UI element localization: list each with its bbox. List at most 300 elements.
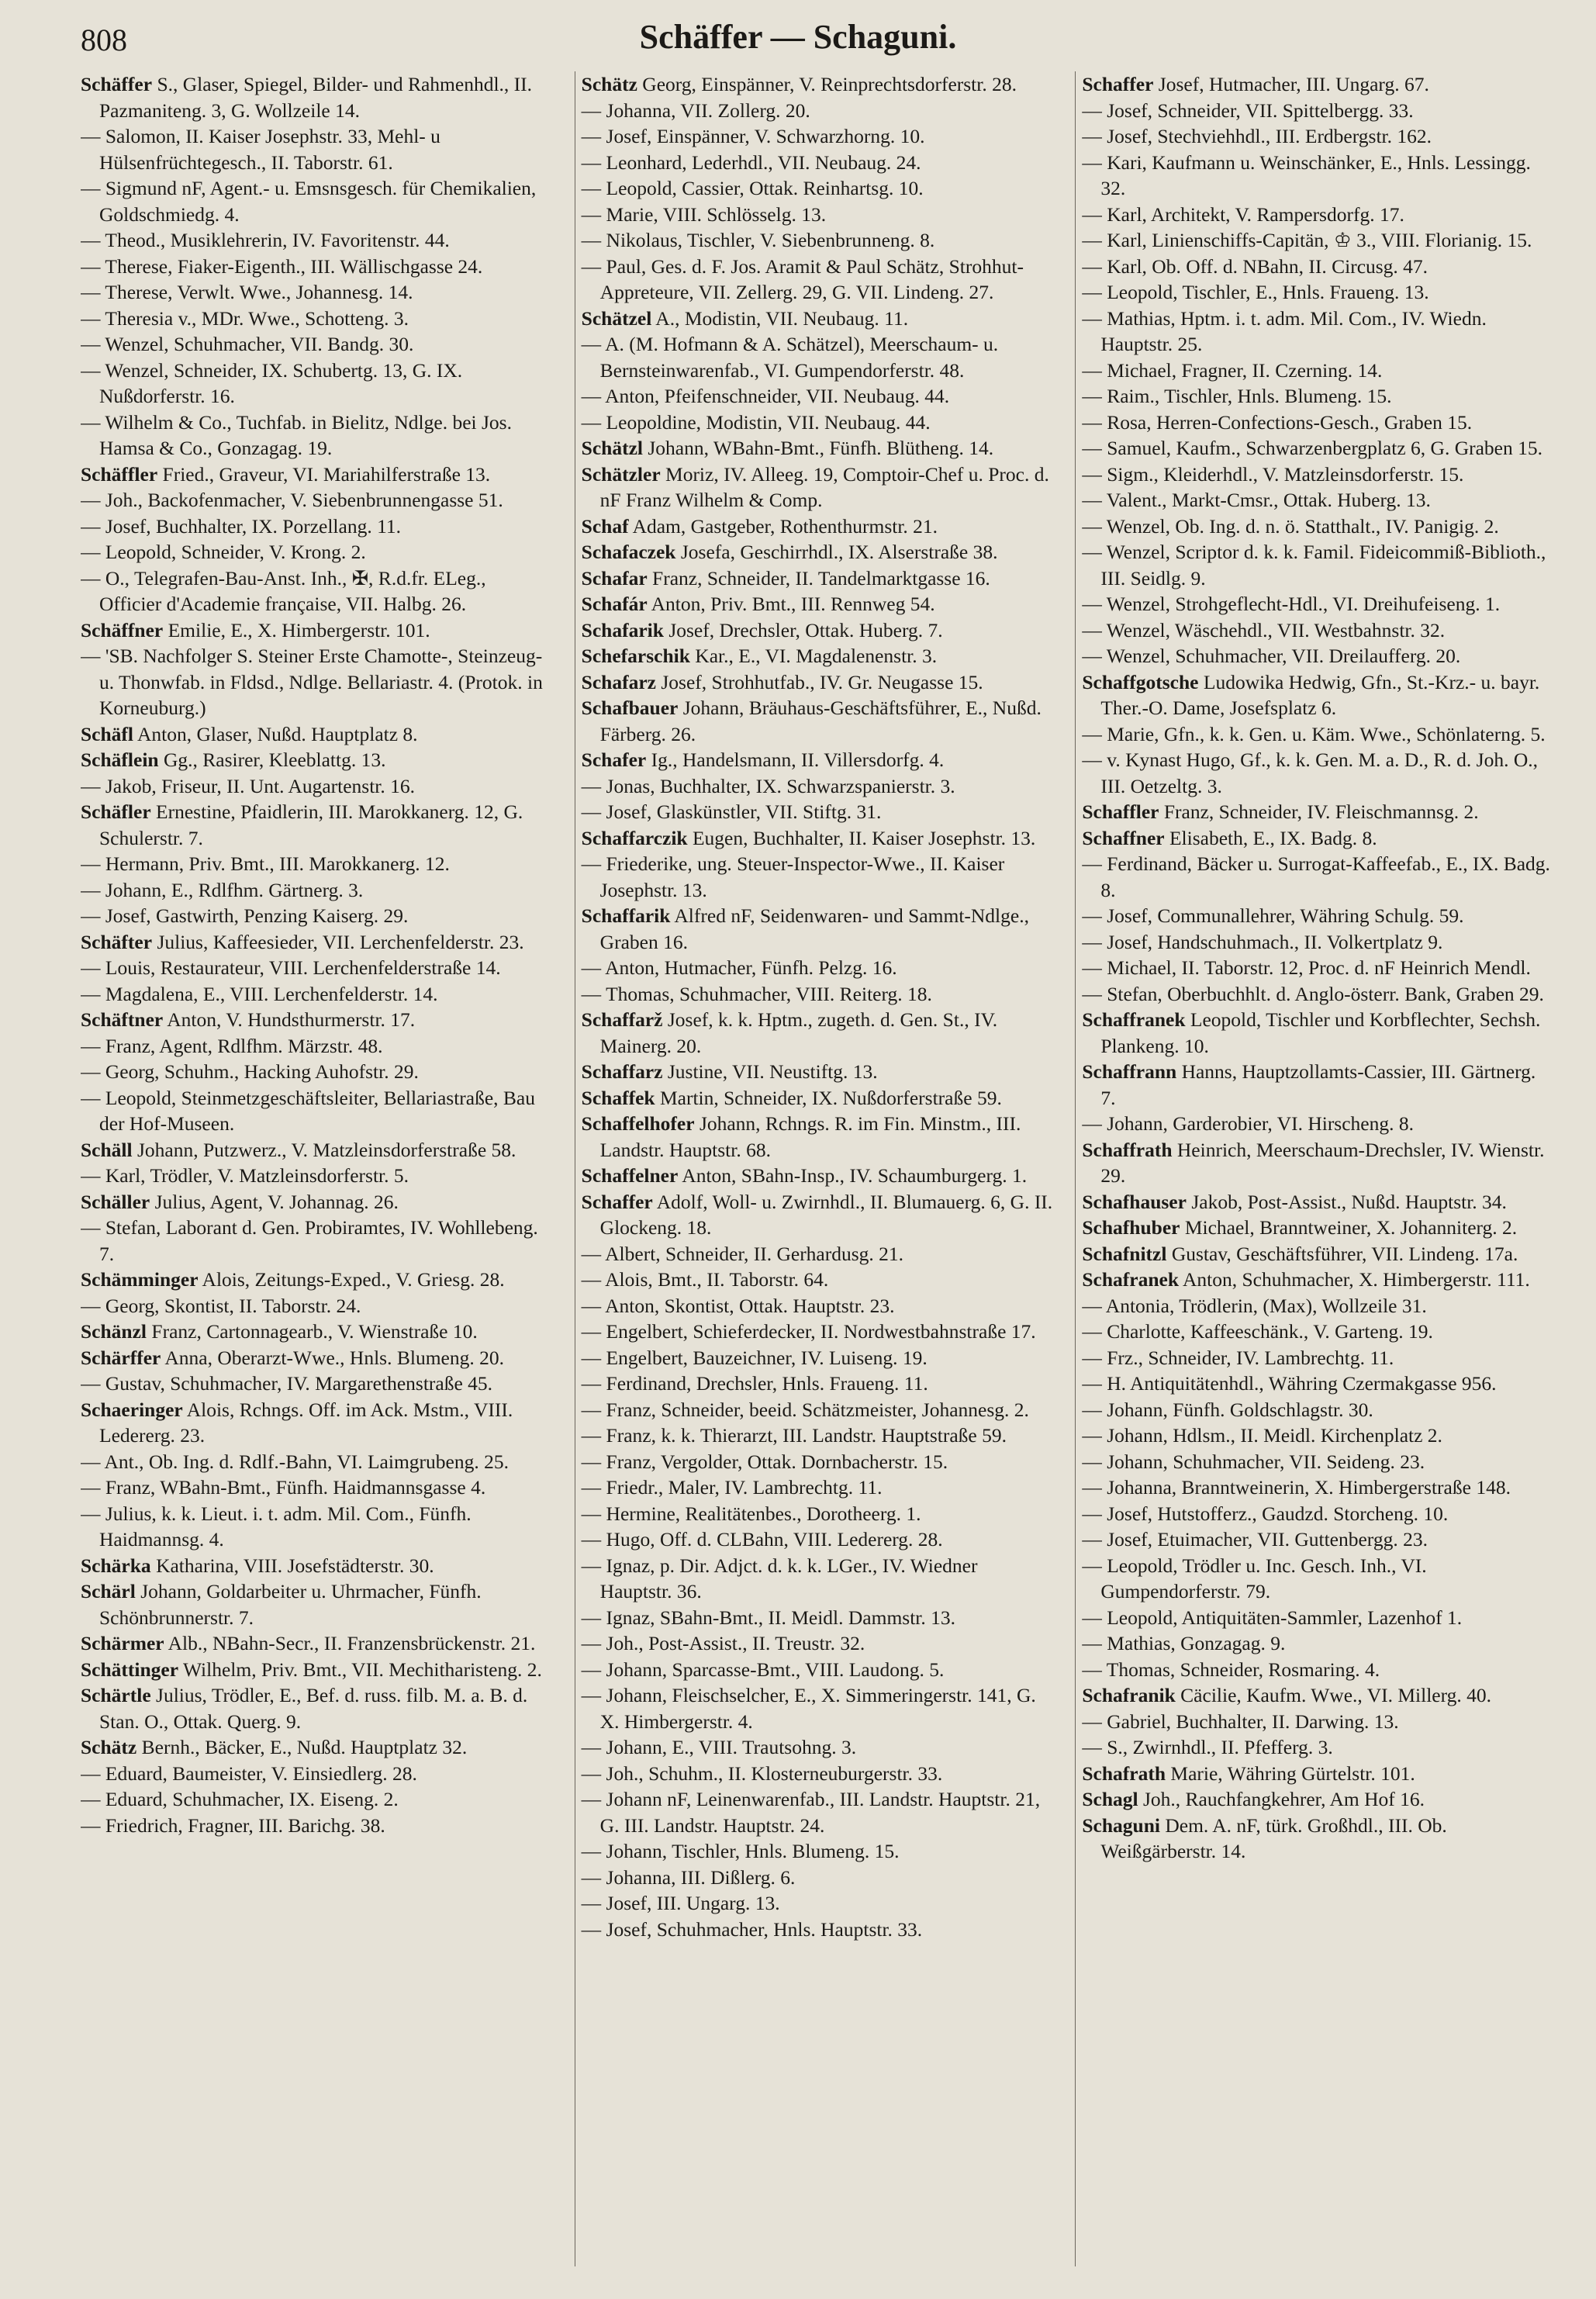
directory-entry xyxy=(81,1215,553,1267)
entry-surname: Schäffner xyxy=(81,618,164,641)
entry-surname: Schätzler xyxy=(581,462,661,486)
entry-details: — Leopold, Trödler u. Inc. Gesch. Inh., VI. Gumpendorferstr. 79. xyxy=(1082,1554,1427,1602)
directory-entry xyxy=(81,1085,553,1137)
entry-details: — Johann, Tischler, Hnls. Blumeng. 15. xyxy=(581,1840,900,1862)
entry-details: Anton, SBahn-Insp., IV. Schaumburgerg. 1. xyxy=(682,1164,1028,1187)
directory-entry xyxy=(1082,1007,1554,1059)
directory-entry xyxy=(81,331,553,358)
directory-entry xyxy=(81,71,553,123)
directory-entry xyxy=(1082,1189,1554,1215)
entry-details: — Marie, Gfn., k. k. Gen. u. Käm. Wwe., Schönlaterng. 5. xyxy=(1082,722,1546,745)
directory-entry xyxy=(582,513,1054,540)
directory-entry xyxy=(81,929,553,956)
directory-entry xyxy=(1082,435,1554,462)
entry-details: — Eduard, Baumeister, V. Einsiedlerg. 28. xyxy=(81,1761,417,1785)
entry-surname: Schärffer xyxy=(81,1346,161,1369)
entry-details: — Thomas, Schuhmacher, VIII. Reiterg. 18. xyxy=(581,982,932,1005)
directory-entry xyxy=(582,1111,1054,1163)
directory-entry xyxy=(582,1293,1054,1319)
entry-details: — Johanna, III. Dißlerg. 6. xyxy=(581,1865,796,1889)
entry-details: Eugen, Buchhalter, II. Kaiser Josephstr. 13. xyxy=(692,826,1036,849)
directory-entry xyxy=(1082,929,1554,956)
entry-details: — v. Kynast Hugo, Gf., k. k. Gen. M. a. D., R. d. Joh. O., III. Oetzeltg. 3. xyxy=(1082,748,1538,797)
entry-details: Anton, V. Hundsthurmerstr. 17. xyxy=(167,1008,416,1031)
directory-entry xyxy=(1082,669,1554,721)
entry-surname: Schafarik xyxy=(581,618,664,641)
entry-surname: Schäll xyxy=(81,1138,133,1161)
entry-details: — Ferdinand, Drechsler, Hnls. Fraueng. 11. xyxy=(581,1372,928,1395)
entry-details: Elisabeth, E., IX. Badg. 8. xyxy=(1169,826,1377,849)
entry-details: — Josef, Stechviehhdl., III. Erdbergstr. 162. xyxy=(1082,125,1432,147)
directory-entry xyxy=(1082,1553,1554,1605)
directory-entry xyxy=(81,1786,553,1813)
directory-entry xyxy=(81,1371,553,1397)
directory-entry xyxy=(81,123,553,175)
entry-surname: Schärka xyxy=(81,1554,151,1577)
entry-details: — Karl, Trödler, V. Matzleinsdorferstr. 5. xyxy=(81,1164,409,1187)
directory-entry xyxy=(582,1917,1054,1943)
directory-entry xyxy=(1082,903,1554,929)
directory-entry xyxy=(1082,254,1554,280)
entry-surname: Schärtle xyxy=(81,1684,151,1706)
directory-entry xyxy=(582,123,1054,150)
entry-surname: Schaffarik xyxy=(581,904,671,927)
entry-surname: Schaffler xyxy=(1082,800,1159,823)
directory-entry xyxy=(81,1163,553,1189)
entry-details: — Stefan, Oberbuchhlt. d. Anglo-österr. Bank, Graben 29. xyxy=(1082,982,1544,1005)
entry-details: A., Modistin, VII. Neubaug. 11. xyxy=(655,306,909,330)
entry-details: — Josef, III. Ungarg. 13. xyxy=(581,1892,780,1914)
entry-details: — Joh., Schuhm., II. Klosterneuburgerstr. 33. xyxy=(581,1761,943,1785)
directory-entry xyxy=(1082,747,1554,799)
entry-details: Anna, Oberarzt-Wwe., Hnls. Blumeng. 20. xyxy=(164,1346,504,1369)
entry-details: Franz, Schneider, II. Tandelmarktgasse 16. xyxy=(652,566,990,589)
entry-details: — Wenzel, Schneider, IX. Schubertg. 13, G. IX. Nußdorferstr. 16. xyxy=(81,358,463,407)
entry-details: Martin, Schneider, IX. Nußdorferstraße 59. xyxy=(659,1086,1002,1109)
directory-entry xyxy=(582,1241,1054,1267)
directory-entry xyxy=(81,1501,553,1553)
entry-details: — Leopold, Antiquitäten-Sammler, Lazenhof 1. xyxy=(1082,1606,1463,1629)
entry-surname: Schäfter xyxy=(81,930,153,953)
entry-details: — Leopoldine, Modistin, VII. Neubaug. 44. xyxy=(581,410,931,434)
directory-entry xyxy=(1082,1761,1554,1787)
entry-surname: Schärl xyxy=(81,1580,136,1602)
entry-details: — Josef, Schuhmacher, Hnls. Hauptstr. 33. xyxy=(581,1917,923,1941)
directory-entry xyxy=(81,851,553,877)
entry-details: — Jakob, Friseur, II. Unt. Augartenstr. 16. xyxy=(81,774,416,797)
directory-entry xyxy=(1082,1682,1554,1709)
entry-details: — Kari, Kaufmann u. Weinschänker, E., Hnls. Lessingg. 32. xyxy=(1082,150,1531,199)
directory-entry xyxy=(81,1007,553,1033)
entry-details: — Johann, Schuhmacher, VII. Seideng. 23. xyxy=(1082,1450,1425,1473)
entry-details: Franz, Schneider, IV. Fleischmannsg. 2. xyxy=(1163,800,1479,823)
directory-entry xyxy=(1082,617,1554,644)
entry-details: — S., Zwirnhdl., II. Pfefferg. 3. xyxy=(1082,1736,1333,1758)
page-number: 808 xyxy=(81,22,127,57)
entry-details: — Josef, Buchhalter, IX. Porzellang. 11. xyxy=(81,514,402,538)
entry-details: Johann, Bräuhaus-Geschäftsführer, E., Nußd. Färberg. 26. xyxy=(599,697,1042,745)
directory-entry xyxy=(582,1838,1054,1865)
directory-entry xyxy=(1082,1501,1554,1527)
entry-surname: Schaffelner xyxy=(581,1164,679,1187)
entry-details: — Gustav, Schuhmacher, IV. Margarethenstraße 45. xyxy=(81,1372,493,1395)
column-right xyxy=(1075,71,1554,2266)
directory-entry xyxy=(582,1163,1054,1189)
directory-entry xyxy=(582,462,1054,513)
directory-entry xyxy=(582,1682,1054,1734)
entry-surname: Schaffarž xyxy=(581,1008,663,1031)
directory-entry xyxy=(81,1682,553,1734)
entry-surname: Schafnitzl xyxy=(1082,1242,1167,1265)
entry-details: — Ignaz, SBahn-Bmt., II. Meidl. Dammstr. 13. xyxy=(581,1606,955,1629)
entry-details: — Johann, Fleischselcher, E., X. Simmeringerstr. 141, G. X. Himbergerstr. 4. xyxy=(581,1684,1036,1733)
directory-entry xyxy=(81,617,553,644)
entry-details: — Johanna, Branntweinerin, X. Himbergerstraße 148. xyxy=(1082,1476,1511,1499)
entry-details: — Mathias, Hptm. i. t. adm. Mil. Com., IV. Wiedn. Hauptstr. 25. xyxy=(1082,306,1487,355)
entry-details: — Wenzel, Wäschehdl., VII. Westbahnstr. 32. xyxy=(1082,618,1446,641)
directory-entry xyxy=(582,435,1054,462)
entry-details: — Louis, Restaurateur, VIII. Lerchenfelderstraße 14. xyxy=(81,956,501,979)
directory-entry xyxy=(81,1293,553,1319)
entry-details: — Rosa, Herren-Confections-Gesch., Graben 15. xyxy=(1082,410,1473,434)
entry-details: Dem. A. nF, türk. Großhdl., III. Ob. Weißgärberstr. 14. xyxy=(1100,1813,1447,1862)
entry-details: — Joh., Backofenmacher, V. Siebenbrunnengasse 51. xyxy=(81,489,503,511)
entry-surname: Schätz xyxy=(581,73,637,95)
page-header xyxy=(0,17,1596,64)
directory-entry xyxy=(81,1059,553,1085)
directory-entry xyxy=(81,254,553,280)
entry-details: — Engelbert, Schieferdecker, II. Nordwestbahnstraße 17. xyxy=(581,1320,1036,1343)
entry-details: Heinrich, Meerschaum-Drechsler, IV. Wienstr. 29. xyxy=(1100,1138,1545,1187)
column-left xyxy=(81,71,553,2266)
entry-surname: Schättinger xyxy=(81,1658,179,1681)
entry-details: — Friedr., Maler, IV. Lambrechtg. 11. xyxy=(581,1476,883,1499)
directory-entry xyxy=(1082,981,1554,1008)
directory-entry xyxy=(1082,851,1554,903)
entry-details: Adam, Gastgeber, Rothenthurmstr. 21. xyxy=(632,514,938,538)
entry-surname: Schaffgotsche xyxy=(1082,670,1199,693)
directory-entry xyxy=(81,1449,553,1475)
entry-details: — H. Antiquitätenhdl., Währing Czermakgasse 956. xyxy=(1082,1372,1497,1395)
directory-entry xyxy=(1082,825,1554,852)
entry-details: Ig., Handelsmann, II. Villersdorfg. 4. xyxy=(651,748,945,771)
entry-details: Adolf, Woll- u. Zwirnhdl., II. Blumauerg. 6, G. II. Glockeng. 18. xyxy=(599,1190,1053,1239)
entry-details: — Mathias, Gonzagag. 9. xyxy=(1082,1632,1286,1654)
entry-details: — Franz, Schneider, beeid. Schätzmeister, Johannesg. 2. xyxy=(581,1398,1029,1421)
entry-details: — Therese, Fiaker-Eigenth., III. Wällischgasse 24. xyxy=(81,254,483,278)
entry-details: — Johann, E., VIII. Trautsohng. 3. xyxy=(581,1736,857,1758)
entry-details: — Wilhelm & Co., Tuchfab. in Bielitz, Ndlge. bei Jos. Hamsa & Co., Gonzagag. 19. xyxy=(81,410,512,459)
directory-entry xyxy=(1082,1137,1554,1189)
entry-details: — Sigmund nF, Agent.- u. Emsnsgesch. für Chemikalien, Goldschmiedg. 4. xyxy=(81,177,537,226)
entry-surname: Schaffarz xyxy=(581,1060,663,1083)
entry-details: — Gabriel, Buchhalter, II. Darwing. 13. xyxy=(1082,1710,1399,1733)
directory-entry xyxy=(1082,1241,1554,1267)
directory-entry xyxy=(1082,1526,1554,1553)
entry-details: Michael, Branntweiner, X. Johanniterg. 2. xyxy=(1184,1216,1518,1239)
directory-entry xyxy=(582,1605,1054,1631)
directory-entry xyxy=(582,1657,1054,1683)
directory-entry xyxy=(1082,487,1554,513)
directory-entry xyxy=(81,1734,553,1761)
entry-details: — Franz, Agent, Rdlfhm. Märzstr. 48. xyxy=(81,1034,383,1057)
entry-details: — Ignaz, p. Dir. Adjct. d. k. k. LGer., IV. Wiedner Hauptstr. 36. xyxy=(581,1554,978,1602)
directory-entry xyxy=(582,1449,1054,1475)
directory-entry xyxy=(1082,513,1554,540)
entry-details: — Anton, Pfeifenschneider, VII. Neubaug. 44. xyxy=(581,385,950,407)
entry-surname: Schaffelhofer xyxy=(581,1112,695,1135)
directory-entry xyxy=(1082,1423,1554,1449)
entry-details: — Wenzel, Strohgeflecht-Hdl., VI. Dreihufeiseng. 1. xyxy=(1082,593,1501,615)
columns xyxy=(81,71,1554,2266)
entry-details: — Nikolaus, Tischler, V. Siebenbrunneng. 8. xyxy=(581,229,935,251)
entry-details: Katharina, VIII. Josefstädterstr. 30. xyxy=(156,1554,434,1577)
entry-surname: Schämminger xyxy=(81,1268,199,1291)
directory-entry xyxy=(1082,955,1554,981)
entry-details: Ludowika Hedwig, Gfn., St.-Krz.- u. bayr. Ther.-O. Dame, Josefsplatz 6. xyxy=(1100,670,1540,719)
directory-entry xyxy=(1082,1474,1554,1501)
entry-details: — Hermine, Realitätenbes., Dorotheerg. 1. xyxy=(581,1502,921,1525)
entry-details: Joh., Rauchfangkehrer, Am Hof 16. xyxy=(1143,1788,1425,1810)
entry-details: — Karl, Linienschiffs-Capitän, ♔ 3., VIII. Florianig. 15. xyxy=(1082,229,1532,251)
directory-entry xyxy=(1082,1293,1554,1319)
directory-entry xyxy=(582,1267,1054,1293)
directory-entry xyxy=(582,71,1054,98)
entry-details: Wilhelm, Priv. Bmt., VII. Mechitharisteng. 2. xyxy=(183,1658,542,1681)
entry-surname: Schaffrath xyxy=(1082,1138,1173,1161)
entry-details: — Joh., Post-Assist., II. Treustr. 32. xyxy=(581,1632,865,1654)
entry-details: Moriz, IV. Alleeg. 19, Comptoir-Chef u. Proc. d. nF Franz Wilhelm & Comp. xyxy=(599,462,1049,511)
entry-details: — O., Telegrafen-Bau-Anst. Inh., ✠, R.d.fr. ELeg., Officier d'Academie française, VII. Halbg. 26. xyxy=(81,566,486,615)
entry-details: — Charlotte, Kaffeeschänk., V. Garteng. 19. xyxy=(1082,1320,1433,1343)
entry-surname: Schaffer xyxy=(1082,73,1154,95)
directory-entry xyxy=(582,773,1054,800)
entry-details: Josefa, Geschirrhdl., IX. Alserstraße 38. xyxy=(680,541,998,563)
directory-entry xyxy=(81,1137,553,1163)
entry-details: — Wenzel, Scriptor d. k. k. Famil. Fideicommiß-Biblioth., III. Seidlg. 9. xyxy=(1082,541,1546,589)
directory-entry xyxy=(1082,1813,1554,1865)
directory-entry xyxy=(1082,539,1554,591)
entry-surname: Schafbauer xyxy=(581,697,679,719)
directory-entry xyxy=(582,202,1054,228)
entry-details: Josef, k. k. Hptm., zugeth. d. Gen. St., IV. Mainerg. 20. xyxy=(599,1008,998,1057)
entry-details: — Paul, Ges. d. F. Jos. Aramit & Paul Schätz, Strohhut-Appreteure, VII. Zellerg. 29, G. VII. Lindeng. 27. xyxy=(581,254,1024,303)
directory-entry xyxy=(582,1501,1054,1527)
entry-details: Gustav, Geschäftsführer, VII. Lindeng. 17a. xyxy=(1171,1242,1518,1265)
entry-details: Leopold, Tischler und Korbflechter, Sechsh. Plankeng. 10. xyxy=(1100,1008,1541,1057)
entry-details: — Johann, Sparcasse-Bmt., VIII. Laudong. 5. xyxy=(581,1658,945,1681)
directory-entry xyxy=(582,851,1054,903)
directory-entry xyxy=(1082,643,1554,669)
directory-entry xyxy=(81,513,553,540)
directory-entry xyxy=(1082,227,1554,254)
directory-entry xyxy=(582,1630,1054,1657)
entry-details: — Karl, Ob. Off. d. NBahn, II. Circusg. 47. xyxy=(1082,254,1428,278)
directory-entry xyxy=(582,1345,1054,1371)
directory-entry xyxy=(81,539,553,565)
directory-entry xyxy=(1082,150,1554,202)
entry-details: Hanns, Hauptzollamts-Cassier, III. Gärtnerg. 7. xyxy=(1100,1060,1536,1109)
entry-details: — Antonia, Trödlerin, (Max), Wollzeile 31. xyxy=(1082,1294,1427,1317)
entry-surname: Schaeringer xyxy=(81,1398,183,1421)
directory-entry xyxy=(81,358,553,410)
entry-surname: Schaffrann xyxy=(1082,1060,1177,1083)
entry-details: — Therese, Verwlt. Wwe., Johannesg. 14. xyxy=(81,281,413,303)
directory-entry xyxy=(582,747,1054,773)
entry-details: — Ferdinand, Bäcker u. Surrogat-Kaffeefab., E., IX. Badg. 8. xyxy=(1082,852,1550,901)
directory-entry xyxy=(582,254,1054,306)
directory-entry xyxy=(1082,123,1554,150)
directory-entry xyxy=(582,150,1054,176)
entry-details: Jakob, Post-Assist., Nußd. Hauptstr. 34. xyxy=(1191,1190,1507,1213)
entry-surname: Schafranek xyxy=(1082,1268,1180,1291)
directory-entry xyxy=(582,1734,1054,1761)
directory-entry xyxy=(582,591,1054,617)
entry-details: Anton, Priv. Bmt., III. Rennweg 54. xyxy=(651,593,935,615)
entry-surname: Schaffek xyxy=(581,1086,655,1109)
entry-details: Anton, Glaser, Nußd. Hauptplatz 8. xyxy=(136,722,418,745)
entry-details: — Franz, Vergolder, Ottak. Dornbacherstr. 15. xyxy=(581,1450,948,1473)
directory-entry xyxy=(81,1813,553,1839)
entry-details: — Johann, Hdlsm., II. Meidl. Kirchenplatz 2. xyxy=(1082,1424,1442,1447)
directory-entry xyxy=(1082,383,1554,410)
directory-entry xyxy=(81,799,553,851)
directory-entry xyxy=(1082,98,1554,124)
entry-details: — Georg, Skontist, II. Taborstr. 24. xyxy=(81,1294,361,1317)
entry-details: — Josef, Etuimacher, VII. Guttenbergg. 23. xyxy=(1082,1528,1428,1551)
directory-entry xyxy=(81,1657,553,1683)
directory-entry xyxy=(81,1319,553,1345)
entry-details: — Albert, Schneider, II. Gerhardusg. 21. xyxy=(581,1242,904,1265)
entry-surname: Schafaczek xyxy=(581,541,676,563)
directory-entry xyxy=(81,410,553,462)
directory-entry xyxy=(1082,799,1554,825)
entry-details: — Marie, VIII. Schlösselg. 13. xyxy=(581,202,827,226)
entry-details: Alois, Rchngs. Off. im Ack. Mstm., VIII. Ledererg. 23. xyxy=(99,1398,513,1447)
directory-entry xyxy=(1082,1397,1554,1423)
directory-entry xyxy=(582,410,1054,436)
entry-details: — Anton, Skontist, Ottak. Hauptstr. 23. xyxy=(581,1294,895,1317)
directory-entry xyxy=(1082,1630,1554,1657)
directory-entry xyxy=(81,1397,553,1449)
directory-entry xyxy=(582,383,1054,410)
entry-surname: Schafer xyxy=(581,748,647,771)
entry-surname: Schänzl xyxy=(81,1320,147,1343)
entry-details: — Hugo, Off. d. CLBahn, VIII. Ledererg. 28. xyxy=(581,1528,943,1551)
entry-details: — Ant., Ob. Ing. d. Rdlf.-Bahn, VI. Laimgrubeng. 25. xyxy=(81,1450,509,1473)
entry-details: — Stefan, Laborant d. Gen. Probiramtes, IV. Wohllebeng. 7. xyxy=(81,1216,538,1265)
directory-entry xyxy=(1082,591,1554,617)
entry-details: — Leopold, Tischler, E., Hnls. Fraueng. 13. xyxy=(1082,281,1429,303)
directory-entry xyxy=(1082,1734,1554,1761)
entry-surname: Schagl xyxy=(1082,1788,1138,1810)
directory-entry xyxy=(81,877,553,904)
directory-entry xyxy=(1082,1267,1554,1293)
entry-surname: Schaguni xyxy=(1082,1813,1160,1837)
directory-entry xyxy=(1082,1319,1554,1345)
entry-details: — A. (M. Hofmann & A. Schätzel), Meerschaum- u. Bernsteinwarenfab., VI. Gumpendorferstr. 48. xyxy=(581,333,999,382)
directory-entry xyxy=(81,175,553,227)
directory-entry xyxy=(1082,410,1554,436)
directory-entry xyxy=(81,1033,553,1060)
directory-entry xyxy=(582,669,1054,696)
directory-entry xyxy=(582,1007,1054,1059)
directory-entry xyxy=(81,955,553,981)
entry-surname: Schaffarczik xyxy=(581,826,688,849)
entry-details: Georg, Einspänner, V. Reinprechtsdorferstr. 28. xyxy=(642,73,1017,95)
entry-details: — Theod., Musiklehrerin, IV. Favoritenstr. 44. xyxy=(81,229,450,251)
directory-entry xyxy=(582,825,1054,852)
entry-surname: Schäfl xyxy=(81,722,134,745)
entry-details: — Wenzel, Schuhmacher, VII. Dreilaufferg. 20. xyxy=(1082,645,1461,667)
directory-entry xyxy=(81,643,553,721)
directory-entry xyxy=(582,227,1054,254)
directory-entry xyxy=(81,903,553,929)
directory-entry xyxy=(81,721,553,748)
entry-details: Marie, Währing Gürtelstr. 101. xyxy=(1170,1761,1415,1785)
entry-details: — Jonas, Buchhalter, IX. Schwarzspanierstr. 3. xyxy=(581,774,955,797)
directory-entry xyxy=(1082,1786,1554,1813)
directory-entry xyxy=(81,1267,553,1293)
directory-entry xyxy=(1082,1059,1554,1111)
entry-details: — Michael, II. Taborstr. 12, Proc. d. nF Heinrich Mendl. xyxy=(1082,956,1531,979)
entry-details: Alb., NBahn-Secr., II. Franzensbrückenstr. 21. xyxy=(168,1632,536,1654)
entry-details: — Alois, Bmt., II. Taborstr. 64. xyxy=(581,1268,829,1291)
directory-entry xyxy=(582,1890,1054,1917)
directory-entry xyxy=(81,462,553,488)
directory-entry xyxy=(582,539,1054,565)
entry-details: — Franz, WBahn-Bmt., Fünfh. Haidmannsgasse 4. xyxy=(81,1476,486,1499)
directory-entry xyxy=(1082,1605,1554,1631)
entry-details: — Magdalena, E., VIII. Lerchenfelderstr. 14. xyxy=(81,982,438,1005)
entry-surname: Schäflein xyxy=(81,748,159,771)
directory-entry xyxy=(1082,1709,1554,1735)
entry-details: — Georg, Schuhm., Hacking Auhofstr. 29. xyxy=(81,1060,419,1083)
entry-details: — 'SB. Nachfolger S. Steiner Erste Chamotte-, Steinzeug- u. Thonwfab. in Fldsd., Ndlge. Bellariastr. 4. (Protok. in Korneuburg.) xyxy=(81,645,543,719)
entry-details: Fried., Graveur, VI. Mariahilferstraße 13. xyxy=(162,462,491,486)
entry-surname: Schefarschik xyxy=(581,645,690,667)
entry-details: — Franz, k. k. Thierarzt, III. Landstr. Hauptstraße 59. xyxy=(581,1424,1007,1447)
entry-details: — Josef, Einspänner, V. Schwarzhorng. 10. xyxy=(581,125,925,147)
entry-details: Franz, Cartonnagearb., V. Wienstraße 10. xyxy=(151,1320,478,1343)
directory-entry xyxy=(1082,1111,1554,1137)
entry-details: — Josef, Schneider, VII. Spittelbergg. 33. xyxy=(1082,99,1414,122)
entry-details: — Leopold, Steinmetzgeschäftsleiter, Bellariastraße, Bau der Hof-Museen. xyxy=(81,1086,535,1135)
entry-surname: Schafrath xyxy=(1082,1761,1166,1785)
directory-entry xyxy=(582,1423,1054,1449)
entry-surname: Schätzl xyxy=(581,437,643,459)
directory-entry xyxy=(1082,1449,1554,1475)
entry-details: Julius, Kaffeesieder, VII. Lerchenfelderstr. 23. xyxy=(157,930,524,953)
entry-surname: Schaf xyxy=(581,514,629,538)
directory-entry xyxy=(81,227,553,254)
entry-details: Justine, VII. Neustiftg. 13. xyxy=(667,1060,878,1083)
entry-surname: Schafar xyxy=(581,566,648,589)
entry-details: — Johanna, VII. Zollerg. 20. xyxy=(581,99,810,122)
directory-entry xyxy=(81,306,553,332)
directory-entry xyxy=(582,175,1054,202)
directory-entry xyxy=(1082,306,1554,358)
directory-entry xyxy=(582,1085,1054,1111)
directory-entry xyxy=(582,1397,1054,1423)
entry-details: Anton, Schuhmacher, X. Himbergerstr. 111. xyxy=(1183,1268,1530,1291)
entry-details: Kar., E., VI. Magdalenenstr. 3. xyxy=(695,645,938,667)
entry-details: — Josef, Hutstofferz., Gaudzd. Storcheng. 10. xyxy=(1082,1502,1449,1525)
entry-details: — Josef, Communallehrer, Währing Schulg. 59. xyxy=(1082,904,1464,927)
directory-entry xyxy=(582,1059,1054,1085)
entry-details: Ernestine, Pfaidlerin, III. Marokkanerg. 12, G. Schulerstr. 7. xyxy=(99,800,523,849)
entry-details: — Anton, Hutmacher, Fünfh. Pelzg. 16. xyxy=(581,956,897,979)
